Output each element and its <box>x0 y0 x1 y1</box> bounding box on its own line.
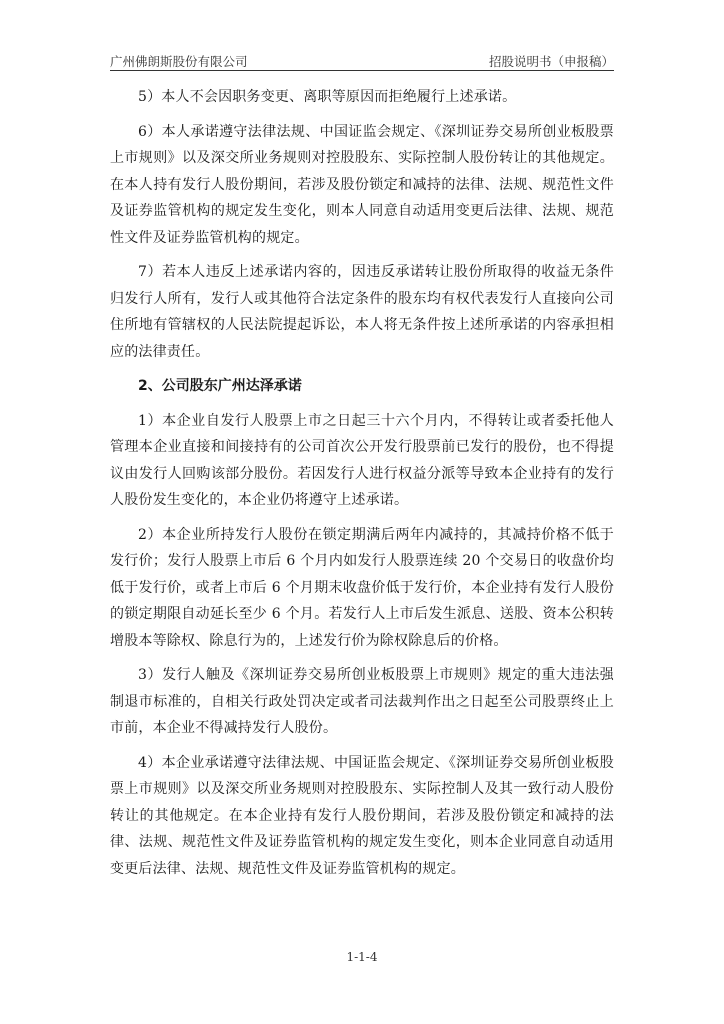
document-body <box>110 84 614 882</box>
company-name: 广州佛朗斯股份有限公司 <box>110 54 248 69</box>
commitment-item-7: 7）若本人违反上述承诺内容的，因违反承诺转让股份所取得的收益无条件归发行人所有，发行人或其他符合法定条件的股东均有权代表发行人直接向公司住所地有管辖权的人民法院提起诉讼，本人将无条件按上述所承诺的内容承担相应的法律责任。 <box>110 264 614 360</box>
shareholder-commitment-4: 4）本企业承诺遵守法律法规、中国证监会规定、《深圳证券交易所创业板股票上市规则》以及深交所业务规则对控股股东、实际控制人及其一致行动人股份转让的其他规定。在本企业持有发行人股份期间，若涉及股份锁定和减持的法律、法规、规范性文件及证券监管机构的规定发生变化，则本企业同意自动适用变更后法律、法规、规范性文件及证券监管机构的规定。 <box>110 754 614 877</box>
document-type: 招股说明书（申报稿） <box>488 54 614 69</box>
shareholder-commitment-3: 3）发行人触及《深圳证券交易所创业板股票上市规则》规定的重大违法强制退市标准的，自相关行政处罚决定或者司法裁判作出之日起至公司股票终止上市前，本企业不得减持发行人股份。 <box>110 667 614 736</box>
commitment-item-5: 5）本人不会因职务变更、离职等原因而拒绝履行上述承诺。 <box>138 89 517 105</box>
page-header <box>110 48 614 71</box>
section-heading: 2、公司股东广州达泽承诺 <box>138 378 302 394</box>
commitment-item-6: 6）本人承诺遵守法律法规、中国证监会规定、《深圳证券交易所创业板股票上市规则》以及深交所业务规则对控股股东、实际控制人股份转让的其他规定。在本人持有发行人股份期间，若涉及股份锁定和减持的法律、法规、规范性文件及证券监管机构的规定发生变化，则本人同意自动适用变更后法律、法规、规范性文件及证券监管机构的规定。 <box>110 123 614 246</box>
shareholder-commitment-1: 1）本企业自发行人股票上市之日起三十六个月内，不得转让或者委托他人管理本企业直接和间接持有的公司首次公开发行股票前已发行的股份，也不得提议由发行人回购该部分股份。若因发行人进行权益分派等导致本企业持有的发行人股份发生变化的，本企业仍将遵守上述承诺。 <box>110 412 614 508</box>
shareholder-commitment-2: 2）本企业所持发行人股份在锁定期满后两年内减持的，其减持价格不低于发行价；发行人股票上市后 6 个月内如发行人股票连续 20 个交易日的收盘价均低于发行价，或者上市后 6 个月期末收盘价低于发行价，本企业持有发行人股份的锁定期限自动延长至少 6 个月。若发行人上市后发生派息、送股、资本公积转增股本等除权、除息行为的，上述发行价为除权除息后的价格。 <box>110 526 614 649</box>
page-number: 1-1-4 <box>346 950 378 964</box>
